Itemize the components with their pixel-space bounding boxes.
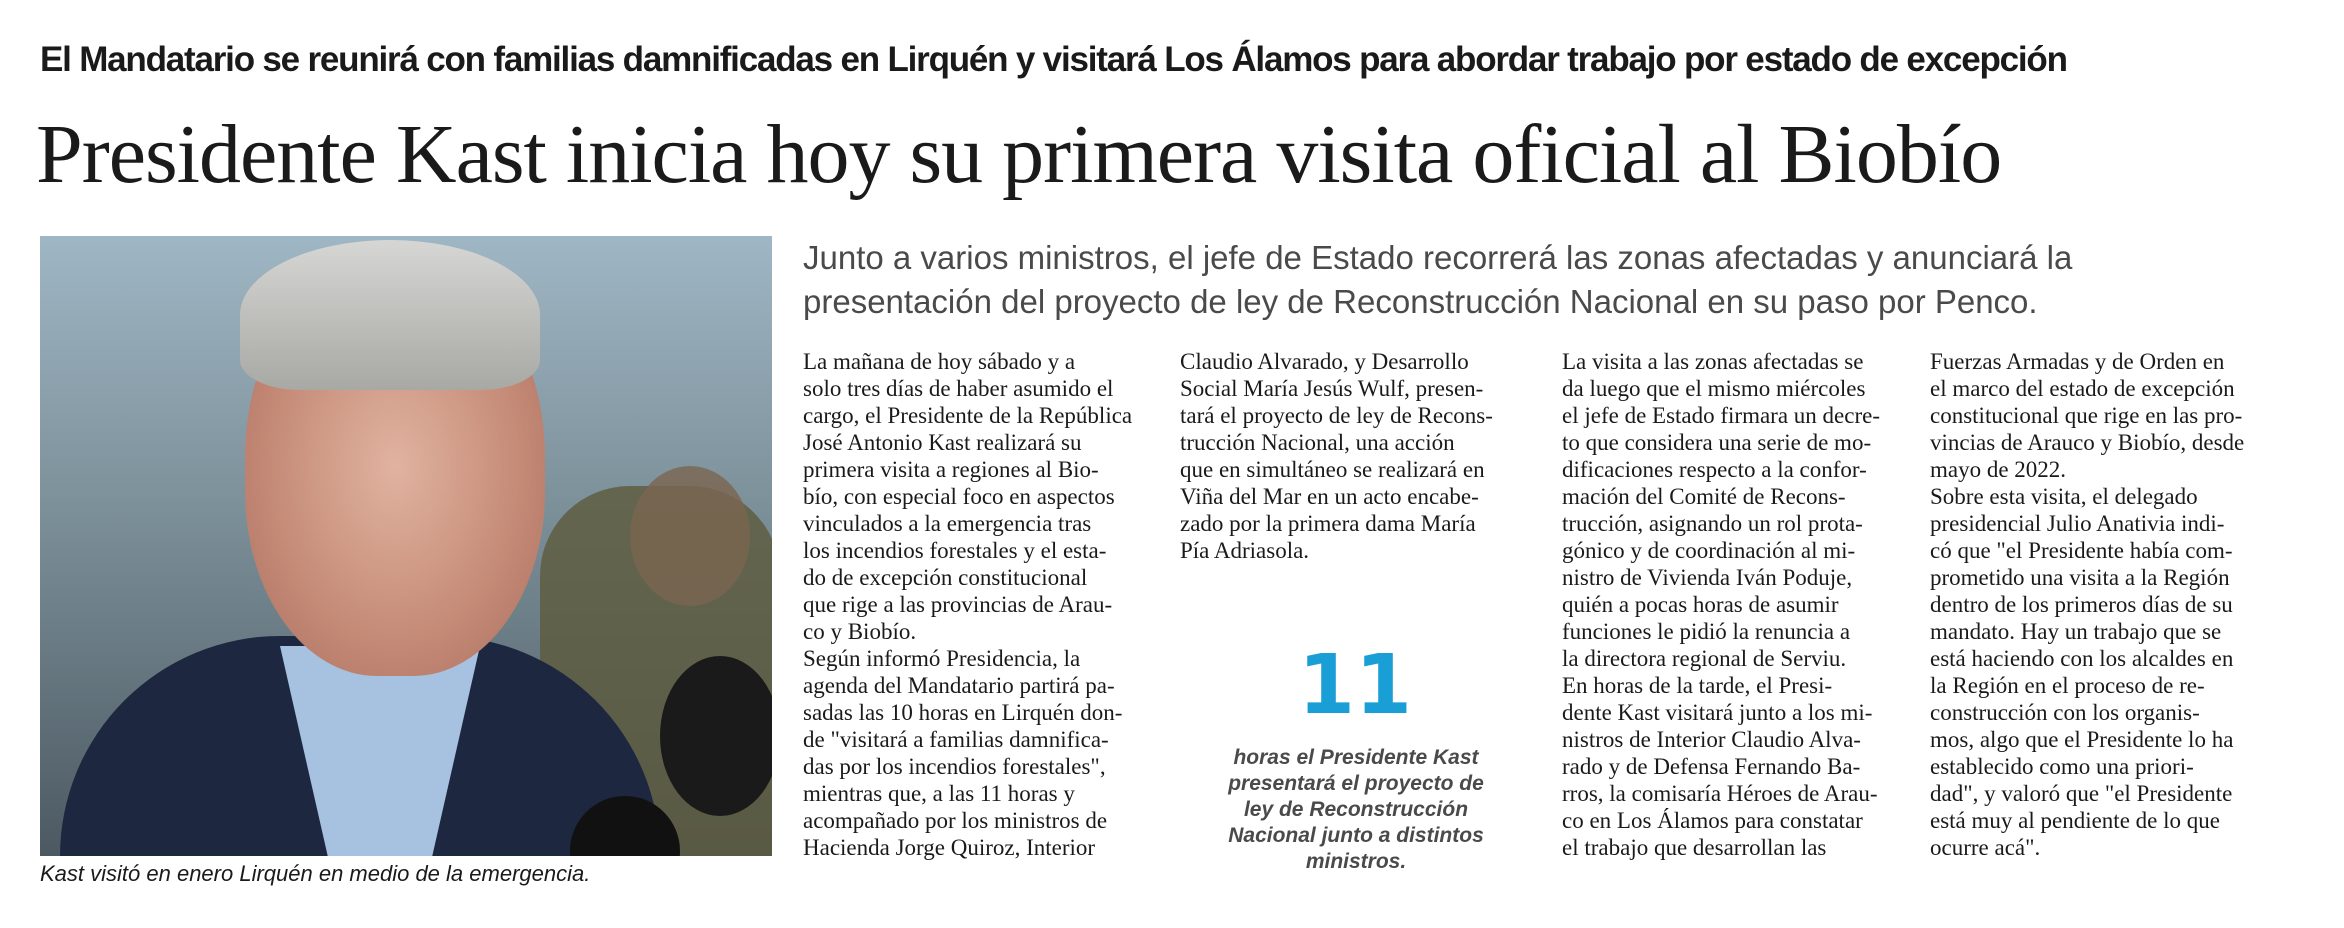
highlight-line: ley de Reconstrucción [1243,798,1469,821]
body-line: los incendios forestales y el esta- [803,538,1107,563]
body-line: Según informó Presidencia, la [803,646,1081,671]
highlight-text [1180,745,1532,875]
body-line: gónico y de coordinación al mi- [1562,538,1856,563]
body-line: tará el proyecto de ley de Recons- [1180,403,1493,428]
body-line: ocurre acá". [1930,835,2041,860]
body-line: mos, algo que el Presidente lo ha [1930,727,2234,752]
body-line: do de excepción constitucional [803,565,1088,590]
highlight-line: ministros. [1305,850,1407,873]
body-column-4 [1930,348,2300,861]
body-line: trucción, asignando un rol prota- [1562,511,1863,536]
body-line: mación del Comité de Recons- [1562,484,1846,509]
article-kicker: El Mandatario se reunirá con familias damnificadas en Lirquén y visitará Los Álamos para abordar trabajo por estado de excepción [40,40,2067,79]
body-line: nistros de Interior Claudio Alva- [1562,727,1861,752]
body-line: La mañana de hoy sábado y a [803,349,1076,374]
body-line: la directora regional de Serviu. [1562,646,1847,671]
article-headline: Presidente Kast inicia hoy su primera visita oficial al Biobío [36,108,2002,201]
body-line: da luego que el mismo miércoles [1562,376,1866,401]
body-line: construcción con los organis- [1930,700,2200,725]
article-deck [803,236,2308,324]
body-column-3 [1562,348,1916,861]
body-line: dificaciones respecto a la confor- [1562,457,1867,482]
body-line: nistro de Vivienda Iván Poduje, [1562,565,1853,590]
body-line: agenda del Mandatario partirá pa- [803,673,1115,698]
body-line: Social María Jesús Wulf, presen- [1180,376,1484,401]
background-head [630,466,750,606]
body-line: sadas las 10 horas en Lirquén don- [803,700,1123,725]
body-line: mayo de 2022. [1930,457,2067,482]
body-line: José Antonio Kast realizará su [803,430,1082,455]
body-line: La visita a las zonas afectadas se [1562,349,1864,374]
body-line: acompañado por los ministros de [803,808,1108,833]
body-line: solo tres días de haber asumido el [803,376,1114,401]
body-line: vincias de Arauco y Biobío, desde [1930,430,2245,455]
body-line: có que "el Presidente había com- [1930,538,2233,563]
body-line: el marco del estado de excepción [1930,376,2235,401]
body-line: constitucional que rige en las pro- [1930,403,2243,428]
microphone-icon [660,656,772,816]
body-line: Sobre esta visita, el delegado [1930,484,2198,509]
body-line: Fuerzas Armadas y de Orden en [1930,349,2225,374]
body-line: Pía Adriasola. [1180,538,1310,563]
body-line: co y Biobío. [803,619,917,644]
body-line: que en simultáneo se realizará en [1180,457,1485,482]
body-line: vinculados a la emergencia tras [803,511,1092,536]
body-line: bío, con especial foco en aspectos [803,484,1115,509]
body-line: das por los incendios forestales", [803,754,1106,779]
body-line: Hacienda Jorge Quiroz, Interior [803,835,1096,860]
body-line: dentro de los primeros días de su [1930,592,2233,617]
deck-line: presentación del proyecto de ley de Reconstrucción Nacional en su paso por Penco. [803,283,2038,320]
body-line: zado por la primera dama María [1180,511,1476,536]
body-line: presidencial Julio Anativia indi- [1930,511,2225,536]
body-column-2 [1180,348,1532,564]
body-line: prometido una visita a la Región [1930,565,2230,590]
body-line: rros, la comisaría Héroes de Arau- [1562,781,1878,806]
body-line: de "visitará a familias damnifica- [803,727,1109,752]
body-line: que rige a las provincias de Arau- [803,592,1113,617]
body-line: establecido como una priori- [1930,754,2194,779]
body-line: co en Los Álamos para constatar [1562,808,1863,833]
body-line: está haciendo con los alcaldes en [1930,646,2234,671]
body-line: funciones le pidió la renuncia a [1562,619,1851,644]
deck-line: Junto a varios ministros, el jefe de Estado recorrerá las zonas afectadas y anunciará la [803,239,2073,276]
photo-caption: Kast visitó en enero Lirquén en medio de la emergencia. [40,861,591,886]
body-line: dad", y valoró que "el Presidente [1930,781,2233,806]
body-line: el jefe de Estado firmara un decre- [1562,403,1880,428]
body-line: trucción Nacional, una acción [1180,430,1455,455]
body-line: Claudio Alvarado, y Desarrollo [1180,349,1469,374]
body-line: la Región en el proceso de re- [1930,673,2205,698]
body-line: to que considera una serie de mo- [1562,430,1872,455]
body-line: rado y de Defensa Fernando Ba- [1562,754,1861,779]
body-line: mandato. Hay un trabajo que se [1930,619,2222,644]
body-line: En horas de la tarde, el Presi- [1562,673,1833,698]
body-line: dente Kast visitará junto a los mi- [1562,700,1873,725]
hair-shape [240,240,540,390]
body-line: el trabajo que desarrollan las [1562,835,1827,860]
body-column-1 [803,348,1155,861]
body-line: primera visita a regiones al Bio- [803,457,1099,482]
body-line: quién a pocas horas de asumir [1562,592,1839,617]
highlight-line: presentará el proyecto de [1228,772,1484,795]
highlight-line: horas el Presidente Kast [1233,746,1479,769]
article-photo [40,236,772,856]
highlight-number: 11 [1297,638,1413,733]
body-line: cargo, el Presidente de la República [803,403,1133,428]
highlight-line: Nacional junto a distintos [1228,824,1484,847]
body-line: mientras que, a las 11 horas y [803,781,1075,806]
body-line: Viña del Mar en un acto encabe- [1180,484,1479,509]
body-line: está muy al pendiente de lo que [1930,808,2220,833]
